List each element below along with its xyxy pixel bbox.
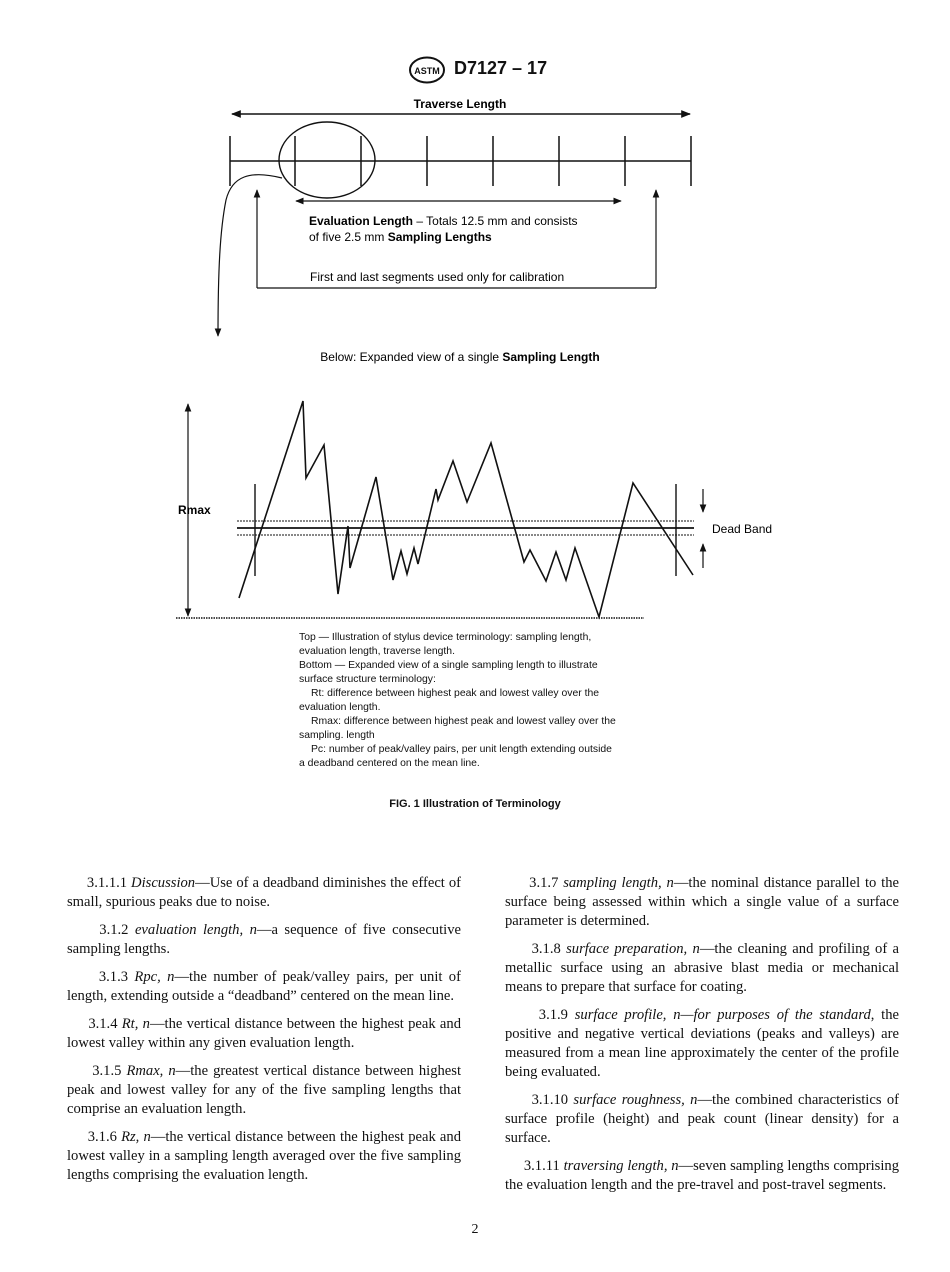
definition-paragraph: 3.1.5 Rmax, n—the greatest vertical distance between highest peak and lowest valley for any of the five sampling lengths that comprise an evaluation length.: [67, 1063, 461, 1117]
caption-line: Rt: difference between highest peak and lowest valley over the: [311, 688, 600, 699]
definition-paragraph: 3.1.9 surface profile, n—for purposes of the standard, the positive and negative vertical deviations (peaks and valleys) are measured from a mean line approximately the center of the profile being evaluated.: [505, 1007, 900, 1080]
caption-line: surface structure terminology:: [299, 674, 436, 685]
caption-line: evaluation length.: [299, 702, 381, 713]
definition-paragraph: 3.1.4 Rt, n—the vertical distance between the highest peak and lowest valley within any given evaluation length.: [67, 1016, 461, 1051]
definition-paragraph: 3.1.2 evaluation length, n—a sequence of five consecutive sampling lengths.: [67, 922, 461, 957]
dead-band-lines: [237, 521, 694, 535]
right-column: [505, 874, 899, 1204]
caption-line: Pc: number of peak/valley pairs, per unit length extending outside: [311, 744, 612, 755]
definition-paragraph: 3.1.11 traversing length, n—seven sampling lengths comprising the evaluation length and the pre-travel and post-travel segments.: [505, 1158, 899, 1193]
caption-line: Bottom — Expanded view of a single sampling length to illustrate: [299, 660, 598, 671]
figure-caption: [299, 631, 679, 771]
surface-profile-trace: [239, 401, 693, 617]
evaluation-length-text: Evaluation Length – Totals 12.5 mm and consists: [309, 214, 578, 228]
dead-band-label: Dead Band: [712, 522, 773, 536]
definition-paragraph: 3.1.8 surface preparation, n—the cleaning and profiling of a metallic surface using an abrasive blast media or mechanical means to prepare that surface for coating.: [505, 941, 900, 995]
traverse-label: Traverse Length: [413, 97, 507, 111]
definition-paragraph: 3.1.7 sampling length, n—the nominal distance parallel to the surface being assessed within which a single value of a surface parameter is determined.: [505, 875, 899, 929]
definition-paragraph: 3.1.3 Rpc, n—the number of peak/valley pairs, per unit of length, extending outside a “deadband” centered on the mean line.: [67, 969, 461, 1004]
page-number: 2: [471, 1222, 479, 1237]
caption-line: evaluation length, traverse length.: [299, 646, 455, 657]
evaluation-length-text-2: of five 2.5 mm Sampling Lengths: [309, 230, 492, 244]
rmax-label: Rmax: [178, 503, 211, 517]
standard-designation: D7127 – 17: [454, 58, 548, 78]
caption-line: Rmax: difference between highest peak and lowest valley over the: [311, 716, 616, 727]
figure-title: FIG. 1 Illustration of Terminology: [389, 798, 561, 810]
calibration-note: First and last segments used only for calibration: [310, 270, 565, 284]
caption-line: a deadband centered on the mean line.: [299, 758, 480, 769]
expand-leader-arrow: [218, 175, 282, 336]
traverse-scale: [230, 136, 691, 186]
expanded-view-caption: Below: Expanded view of a single Sampling Length: [320, 350, 600, 364]
astm-logo-text: ASTM: [414, 66, 440, 76]
definition-paragraph: 3.1.6 Rz, n—the vertical distance between the highest peak and lowest valley in a sampling length averaged over the five sampling lengths comprising the evaluation length.: [67, 1129, 461, 1183]
caption-line: sampling. length: [299, 730, 375, 741]
caption-line: Top — Illustration of stylus device terminology: sampling length,: [299, 632, 592, 643]
left-column: [67, 874, 461, 1194]
definition-paragraph: 3.1.1.1 Discussion—Use of a deadband diminishes the effect of small, spurious peaks due to noise.: [67, 875, 461, 910]
definition-paragraph: 3.1.10 surface roughness, n—the combined characteristics of surface profile (height) and peak count (linear density) for a surface.: [505, 1092, 899, 1146]
